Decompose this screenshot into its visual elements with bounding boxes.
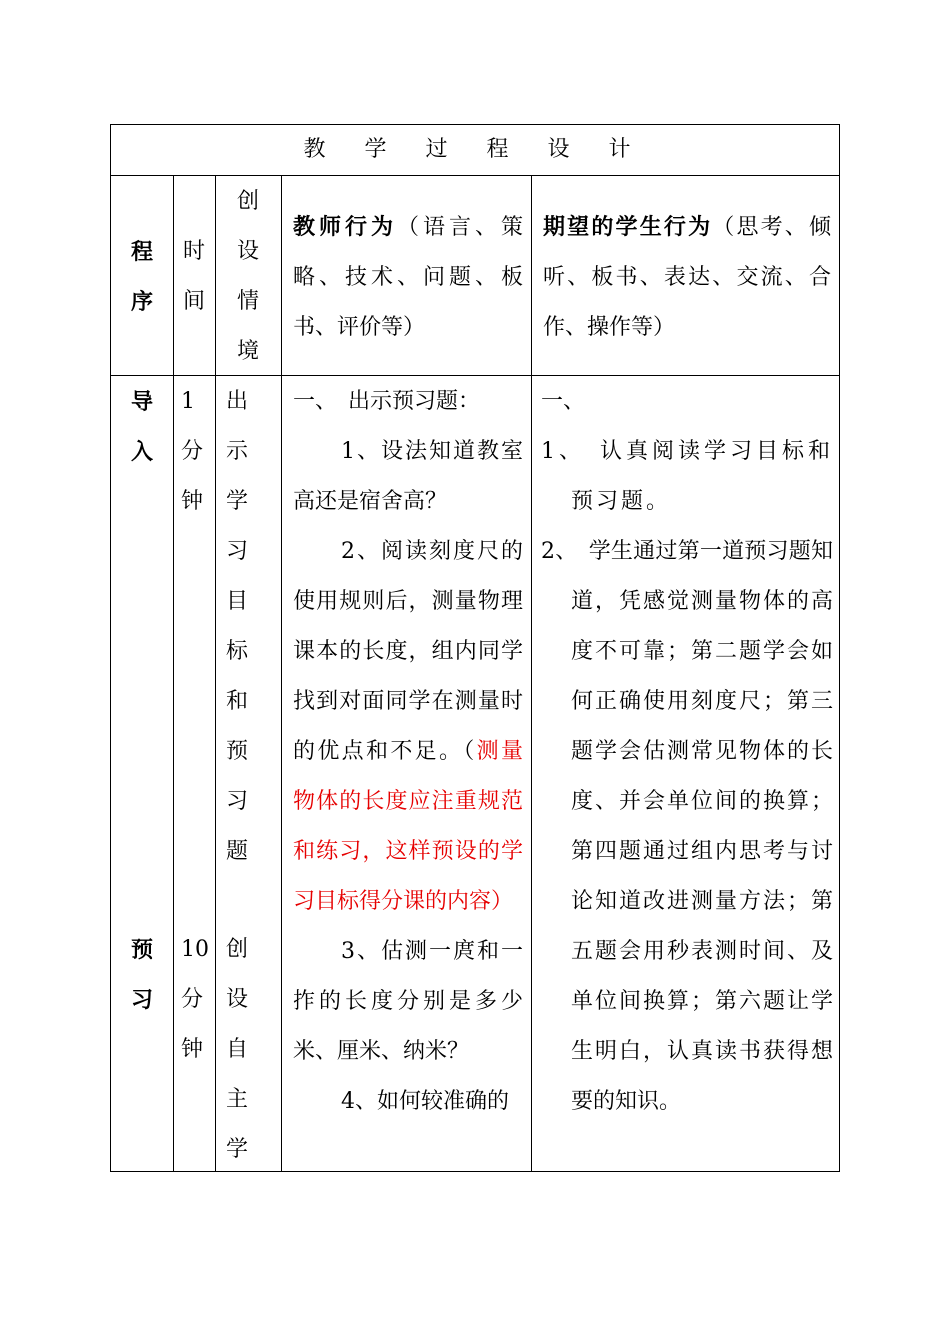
header-time <box>173 227 215 327</box>
situation-char: 创 <box>225 937 248 962</box>
situation-char: 预 <box>225 739 248 764</box>
col-divider <box>531 175 532 1171</box>
teacher-question-3: 3、估测一庹和一拃的长度分别是多少米、厘米、纳米？ <box>293 939 523 1064</box>
time-char: 钟 <box>181 1037 204 1062</box>
teacher-question-2-note: 测量物体的长度应注重规范和练习，这样预设的学习目标得分课的内容 <box>293 739 523 914</box>
situation-char: 出 <box>225 389 248 414</box>
header-situation-char: 创 <box>236 189 259 214</box>
teacher-question-4: 4、如何较准确的 <box>341 1089 509 1114</box>
teacher-question-2 <box>293 527 523 927</box>
header-program-char: 序 <box>130 289 153 315</box>
situation-char: 标 <box>225 639 248 664</box>
student-behavior <box>541 377 833 1127</box>
lesson-process-table <box>110 124 840 1172</box>
program-char: 导 <box>130 389 153 415</box>
situation-char: 学 <box>225 1137 248 1162</box>
teacher-question-2-close: ） <box>491 889 514 914</box>
student-answer-1: 1、 认真阅读学习目标和预习题。 <box>541 439 833 514</box>
time-intro <box>173 377 215 527</box>
situation-char: 目 <box>225 589 248 614</box>
time-char: 分 <box>181 439 204 464</box>
header-teacher <box>293 202 523 353</box>
header-student-rest: （思考、倾听、板书、表达、交流、合作、操作等） <box>543 215 831 340</box>
situation-char: 主 <box>225 1087 248 1112</box>
situation-char: 示 <box>225 439 248 464</box>
teacher-heading: 一、 出示预习题： <box>293 389 481 414</box>
header-teacher-bold: 教师行为 <box>293 214 397 240</box>
program-preview <box>111 925 173 1025</box>
situation-char: 设 <box>225 987 248 1012</box>
time-char: 钟 <box>181 489 204 514</box>
teacher-question-1: 1、设法知道教室高还是宿舍高？ <box>293 439 523 514</box>
header-program-char: 程 <box>130 239 153 265</box>
program-intro <box>111 377 173 477</box>
program-char: 预 <box>130 937 153 963</box>
time-char: 10 <box>181 937 209 962</box>
header-teacher-rest: （语言、策略、技术、问题、板书、评价等） <box>293 215 523 340</box>
header-time-char: 时 <box>182 239 205 264</box>
time-preview <box>173 925 215 1075</box>
header-situation-char: 情 <box>236 289 259 314</box>
header-situation-char: 境 <box>236 339 259 364</box>
time-char: 分 <box>181 987 204 1012</box>
header-situation <box>215 177 281 377</box>
situation-intro <box>215 377 259 877</box>
header-situation-char: 设 <box>236 239 259 264</box>
student-heading: 一、 <box>541 389 586 414</box>
row-divider <box>111 175 839 176</box>
header-student <box>543 202 831 353</box>
header-student-bold: 期望的学生行为 <box>543 214 713 240</box>
situation-char: 习 <box>225 789 248 814</box>
program-char: 习 <box>130 987 153 1013</box>
time-char: 1 <box>181 389 195 414</box>
program-char: 入 <box>130 439 153 465</box>
situation-char: 题 <box>225 839 248 864</box>
table-title: 教 学 过 程 设 计 <box>303 137 647 162</box>
situation-char: 自 <box>225 1037 248 1062</box>
col-divider <box>281 175 282 1171</box>
situation-preview <box>215 925 259 1175</box>
teacher-behavior <box>293 377 523 1127</box>
teacher-question-2-text: 2、阅读刻度尺的使用规则后，测量物理课本的长度，组内同学找到对面同学在测量时的优点和不足。（ <box>293 539 523 764</box>
header-program <box>111 227 173 327</box>
situation-char: 学 <box>225 489 248 514</box>
student-answer-2: 2、 学生通过第一道预习题知道，凭感觉测量物体的高度不可靠；第二题学会如何正确使用刻度尺；第三题学会估测常见物体的长度、并会单位间的换算；第四题通过组内思考与讨论知道改进测量方法；第五题会用秒表测时间、及单位间换算；第六题让学生明白，认真读书获得想要的知识。 <box>541 539 833 1114</box>
header-time-char: 间 <box>182 289 205 314</box>
situation-char: 习 <box>225 539 248 564</box>
situation-char: 和 <box>225 689 248 714</box>
